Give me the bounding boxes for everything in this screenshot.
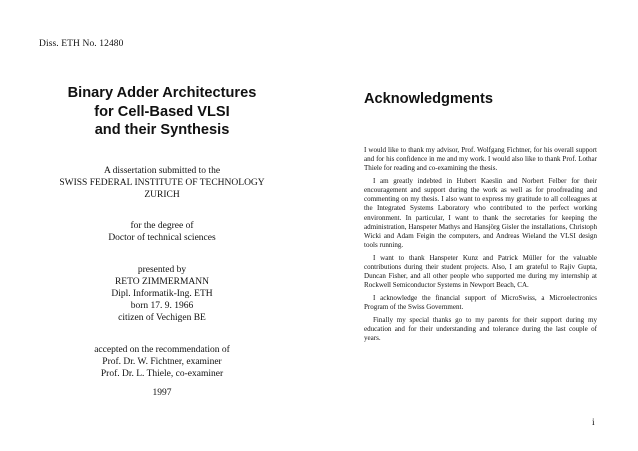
submission-line: A dissertation submitted to the — [103, 166, 221, 176]
title-line: for Cell-Based VLSI — [94, 103, 230, 120]
publication-year: 1997 — [152, 388, 172, 398]
author-birthdate: born 17. 9. 1966 — [130, 301, 194, 311]
degree-name: Doctor of technical sciences — [108, 233, 216, 243]
thesis-title — [40, 84, 284, 140]
ack-paragraph: Finally my special thanks go to my parents for their support during my education and for their understanding and tolerance during the last couple of years. — [364, 315, 597, 342]
author-block — [40, 264, 284, 324]
author-degree: Dipl. Informatik-Ing. ETH — [111, 289, 213, 299]
ack-paragraph: I want to thank Hanspeter Kunz and Patrick Müller for the valuable contributions during their student projects. Also, I am grateful to Rajiv Gupta, Duncan Fisher, and all other people who supported me during my internship at Rockwell Semiconductor Systems in Newport Beach, CA. — [364, 253, 597, 290]
ack-paragraph: I acknowledge the financial support of MicroSwiss, a Microelectronics Program of the Swiss Government. — [364, 293, 597, 311]
recommendation-line: accepted on the recommendation of — [94, 345, 230, 355]
submission-block — [40, 165, 284, 201]
author-citizenship: citizen of Vechigen BE — [118, 313, 206, 323]
page-number: i — [592, 418, 595, 428]
examiner: Prof. Dr. W. Fichtner, examiner — [102, 357, 222, 367]
acknowledgments-body — [364, 146, 597, 347]
institution-city: ZURICH — [144, 190, 180, 200]
recommendation-block — [40, 344, 284, 380]
degree-line: for the degree of — [130, 221, 194, 231]
institution-name: SWISS FEDERAL INSTITUTE OF TECHNOLOGY — [59, 178, 265, 188]
author-name: RETO ZIMMERMANN — [114, 277, 210, 287]
title-line: and their Synthesis — [94, 122, 230, 138]
ack-paragraph: I would like to thank my advisor, Prof. Wolfgang Fichtner, for his overall support and for his confidence in me and my work. I would also like to thank Prof. Lothar Thiele for reading and co-examining the thesis. — [364, 146, 597, 173]
degree-block — [40, 220, 284, 244]
ack-paragraph: I am greatly indebted in Hubert Kaeslin and Norbert Felber for their encouragement and support during the work as well as for proofreading and commenting on my thesis. I also want to express my gratitude to all colleagues at the Integrated Systems Laboratory who contributed to the perfect working environment. In particular, I want to thank the secretaries for keeping the administration, Hanspeter Mathys and Hansjörg Gisler the installations, Christoph Wicki and Adam Feigin the computers, and Andreas Wieland the VLSI design tools running. — [364, 176, 597, 250]
acknowledgments-heading: Acknowledgments — [364, 91, 493, 107]
co-examiner: Prof. Dr. L. Thiele, co-examiner — [100, 369, 224, 379]
dissertation-number: Diss. ETH No. 12480 — [39, 39, 124, 49]
presented-by: presented by — [137, 265, 187, 275]
title-line: Binary Adder Architectures — [67, 85, 257, 101]
